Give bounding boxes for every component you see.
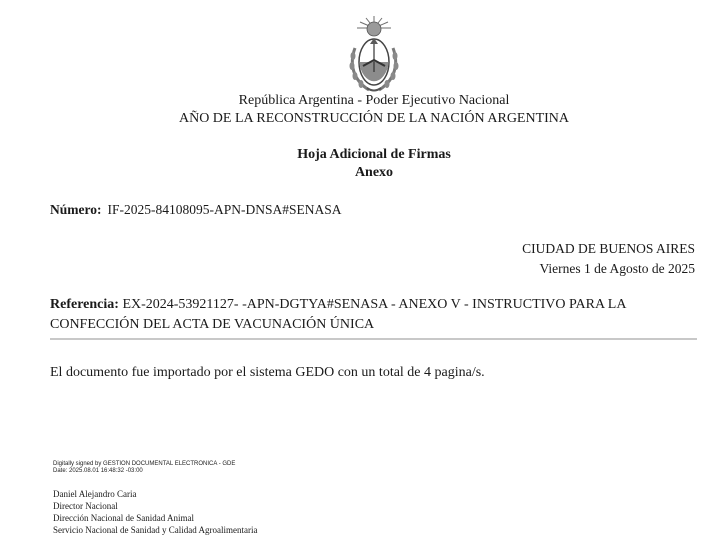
digital-signature-line-2: Date: 2025.08.01 16:48:32 -03:00 bbox=[53, 468, 143, 474]
header-line-2: AÑO DE LA RECONSTRUCCIÓN DE LA NACIÓN ARGENTINA bbox=[178, 111, 570, 126]
signer-agency: Servicio Nacional de Sanidad y Calidad Agroalimentaria bbox=[53, 525, 258, 535]
divider bbox=[50, 338, 697, 340]
numero-label: Número: bbox=[50, 202, 102, 217]
signer-role: Director Nacional bbox=[53, 501, 118, 511]
referencia-label: Referencia: bbox=[50, 297, 119, 312]
numero-row bbox=[50, 202, 342, 218]
city: CIUDAD DE BUENOS AIRES bbox=[522, 241, 695, 256]
coat-of-arms-icon bbox=[347, 14, 401, 94]
document-title: Hoja Adicional de Firmas bbox=[297, 147, 451, 162]
signer-name: Daniel Alejandro Caria bbox=[53, 489, 137, 499]
header-line-1: República Argentina - Poder Ejecutivo Nacional bbox=[238, 93, 510, 108]
date: Viernes 1 de Agosto de 2025 bbox=[539, 261, 695, 276]
numero-value: IF-2025-84108095-APN-DNSA#SENASA bbox=[107, 202, 342, 217]
referencia-value: EX-2024-53921127- -APN-DGTYA#SENASA - ANEXO V - INSTRUCTIVO PARA LA CONFECCIÓN DEL ACTA DE VACUNACIÓN ÚNICA bbox=[50, 297, 626, 332]
referencia-row bbox=[50, 295, 670, 335]
digital-signature-line-1: Digitally signed by GESTION DOCUMENTAL ELECTRONICA - GDE bbox=[53, 461, 236, 467]
import-statement: El documento fue importado por el sistema GEDO con un total de 4 pagina/s. bbox=[50, 365, 485, 380]
signer-office: Dirección Nacional de Sanidad Animal bbox=[53, 513, 194, 523]
digital-signature-stamp bbox=[53, 461, 235, 475]
document-subtitle: Anexo bbox=[354, 165, 394, 180]
